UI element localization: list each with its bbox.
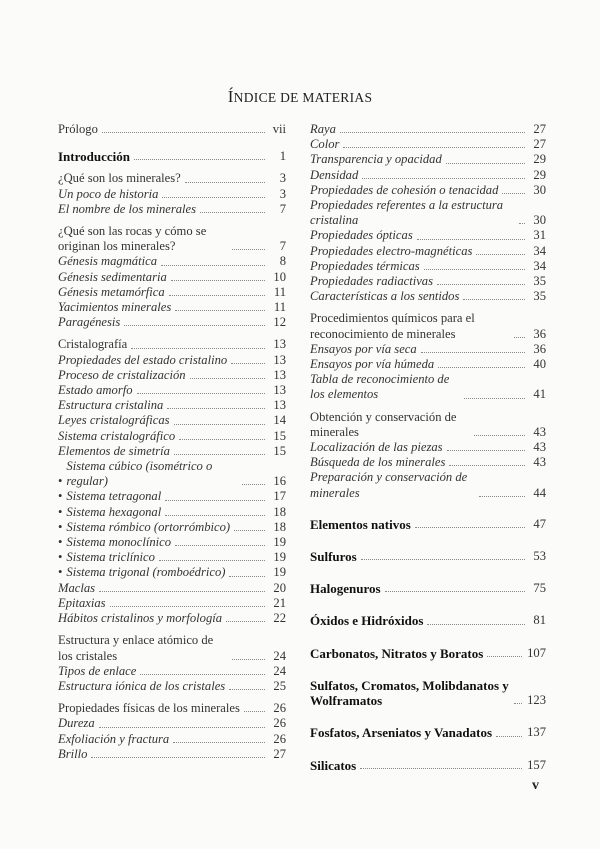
dot-leader — [474, 435, 525, 436]
toc-entry-title: Halogenuros — [310, 581, 381, 597]
toc-entry-page: 27 — [533, 137, 546, 152]
dot-leader — [487, 656, 522, 657]
dot-leader — [229, 576, 265, 577]
toc-entry-title: Propiedades del estado cristalino — [58, 352, 228, 367]
toc-entry-title: Localización de las piezas — [310, 440, 443, 455]
toc-entry-title: Sistema cúbico (isométrico o regular) — [66, 459, 213, 489]
toc-entry-page: 7 — [279, 239, 286, 254]
dot-leader — [463, 299, 525, 300]
page-number: v — [532, 778, 539, 793]
toc-entry[interactable] — [58, 202, 286, 217]
toc-entry-title: Características a los sentidos — [310, 289, 460, 304]
toc-entry-page: 43 — [533, 455, 546, 470]
toc-entry-title: Dureza — [58, 716, 95, 731]
toc-entry-title: Estructura y enlace atómico de los cristales — [58, 633, 214, 663]
toc-entry-page: 29 — [533, 152, 546, 167]
toc-subentry[interactable] — [58, 550, 286, 565]
dot-leader — [124, 325, 265, 326]
toc-entry[interactable] — [58, 315, 286, 330]
toc-entry[interactable] — [310, 244, 546, 259]
toc-subentry[interactable] — [58, 505, 286, 520]
dot-leader — [360, 768, 522, 769]
toc-entry-page: 44 — [533, 485, 546, 500]
toc-entry-page: 13 — [273, 367, 286, 382]
toc-entry-title: ¿Qué son las rocas y cómo se originan los minerales? — [58, 224, 207, 254]
toc-entry-title: Tabla de reconocimiento de los elementos — [310, 372, 450, 402]
dot-leader — [167, 408, 265, 409]
toc-entry-page: 34 — [533, 243, 546, 258]
toc-entry-title: Fosfatos, Arseniatos y Vanadatos — [310, 725, 493, 741]
toc-entry-page: vii — [272, 122, 286, 136]
toc-entry-page: 16 — [273, 474, 286, 489]
toc-entry-title: Óxidos e Hidróxidos — [310, 613, 424, 629]
toc-entry-page: 3 — [279, 186, 286, 201]
dot-leader — [169, 295, 265, 296]
toc-entry-title: Color — [310, 137, 340, 152]
toc-entry[interactable] — [58, 224, 286, 254]
toc-entry-title: Propiedades electro-magnéticas — [310, 243, 473, 258]
toc-entry[interactable] — [310, 311, 546, 341]
toc-subentry[interactable] — [58, 520, 286, 535]
toc-entry-title: Sistema tetragonal — [66, 489, 162, 504]
toc-entry[interactable] — [58, 368, 286, 383]
dot-leader — [102, 132, 265, 133]
dot-leader — [514, 337, 525, 338]
toc-entry-page: 13 — [273, 352, 286, 367]
dot-leader — [185, 182, 265, 183]
toc-entry-title: Elementos de simetría — [58, 443, 170, 458]
dot-leader — [447, 450, 525, 451]
toc-entry-page: 26 — [273, 731, 286, 746]
toc-entry-page: 22 — [273, 611, 286, 626]
toc-entry-title: Epitaxias — [58, 595, 106, 610]
toc-entry[interactable] — [310, 470, 546, 500]
dot-leader — [162, 197, 265, 198]
toc-entry-page: 157 — [527, 757, 546, 772]
toc-entry-page: 27 — [533, 122, 546, 136]
toc-entry[interactable] — [310, 410, 546, 440]
toc-entry-page: 24 — [273, 648, 286, 663]
toc-entry-title: Estructura iónica de los cristales — [58, 678, 226, 693]
toc-chapter[interactable] — [310, 646, 546, 661]
dot-leader — [226, 621, 265, 622]
toc-entry-page: 19 — [273, 550, 286, 565]
toc-entry[interactable] — [310, 342, 546, 357]
dot-leader — [232, 659, 265, 660]
toc-entry-page: 43 — [533, 424, 546, 439]
toc-entry-page: 81 — [533, 613, 546, 628]
dot-leader — [99, 591, 265, 592]
toc-subentry[interactable] — [58, 489, 286, 504]
toc-entry-title: Estado amorfo — [58, 383, 133, 398]
dot-leader — [231, 363, 265, 364]
toc-entry-page: 26 — [273, 701, 286, 716]
toc-entry-title: Génesis metamórfica — [58, 284, 165, 299]
dot-leader — [234, 530, 265, 531]
toc-entry[interactable] — [310, 259, 546, 274]
toc-entry-title: Preparación y conservación de minerales — [310, 470, 468, 500]
toc-entry-title: Procedimientos químicos para el reconocimiento de minerales — [310, 311, 475, 341]
toc-entry-title: Sistema trigonal (romboédrico) — [66, 565, 226, 580]
toc-entry[interactable] — [58, 270, 286, 285]
page-title — [0, 87, 600, 107]
toc-entry-title: Sistema triclínico — [66, 550, 155, 565]
toc-entry[interactable] — [58, 285, 286, 300]
toc-chapter[interactable] — [310, 758, 546, 773]
toc-entry[interactable] — [58, 413, 286, 428]
dot-leader — [159, 560, 265, 561]
toc-entry-page: 24 — [273, 663, 286, 678]
toc-entry-title: Carbonatos, Nitratos y Boratos — [310, 645, 484, 661]
toc-entry-page: 41 — [533, 387, 546, 402]
toc-entry-page: 13 — [273, 398, 286, 413]
toc-entry-title: Un poco de historia — [58, 186, 159, 201]
toc-entry-page: 18 — [273, 519, 286, 534]
toc-entry-title: Propiedades térmicas — [310, 258, 420, 273]
toc-entry[interactable] — [58, 254, 286, 269]
toc-entry-title: Elementos nativos — [310, 516, 411, 532]
toc-chapter[interactable] — [310, 613, 546, 628]
toc-entry-page: 26 — [273, 716, 286, 731]
toc-entry[interactable] — [58, 747, 286, 762]
toc-entry-page: 7 — [279, 201, 286, 216]
toc-entry-title: Raya — [310, 122, 336, 136]
toc-chapter[interactable] — [310, 517, 546, 532]
toc-entry-title: Propiedades radiactivas — [310, 274, 434, 289]
toc-entry-page: 47 — [533, 516, 546, 531]
toc-entry[interactable] — [310, 168, 546, 183]
toc-entry-page: 11 — [273, 284, 286, 299]
toc-entry-page: 20 — [273, 580, 286, 595]
toc-entry-page: 1 — [279, 149, 286, 164]
toc-entry-page: 35 — [533, 289, 546, 304]
dot-leader — [446, 163, 525, 164]
toc-entry[interactable] — [58, 300, 286, 315]
dot-leader — [415, 527, 525, 528]
toc-entry-title: Densidad — [310, 167, 359, 182]
toc-entry-title: Prólogo — [58, 122, 98, 136]
toc-entry-page: 3 — [279, 171, 286, 186]
toc-entry-title: Propiedades físicas de los minerales — [58, 701, 240, 716]
dot-leader — [479, 496, 525, 497]
bullet-icon: • — [58, 550, 63, 565]
toc-entry-title: Cristalografía — [58, 337, 128, 352]
toc-entry-page: 11 — [273, 300, 286, 315]
toc-entry-page: 25 — [273, 678, 286, 693]
toc-entry-title: Leyes cristalográficas — [58, 413, 170, 428]
toc-entry-page: 17 — [273, 489, 286, 504]
toc-entry[interactable] — [58, 633, 286, 663]
dot-leader — [437, 284, 525, 285]
toc-entry-title: Ensayos por vía húmeda — [310, 357, 435, 372]
toc-entry-page: 21 — [273, 595, 286, 610]
toc-chapter[interactable] — [58, 149, 286, 164]
dot-leader — [110, 606, 265, 607]
toc-entry[interactable] — [58, 732, 286, 747]
toc-entry[interactable] — [58, 716, 286, 731]
dot-leader — [385, 591, 525, 592]
toc-entry-title: Sistema monoclínico — [66, 535, 172, 550]
dot-leader — [161, 265, 265, 266]
dot-leader — [99, 727, 265, 728]
toc-subentry[interactable] — [58, 459, 286, 489]
dot-leader — [171, 280, 265, 281]
toc-chapter[interactable] — [310, 678, 546, 708]
toc-entry-page: 36 — [533, 326, 546, 341]
toc-entry-page: 19 — [273, 565, 286, 580]
toc-entry[interactable] — [310, 228, 546, 243]
dot-leader — [140, 674, 265, 675]
dot-leader — [362, 178, 525, 179]
toc-entry-title: Sistema rómbico (ortorrómbico) — [66, 519, 231, 534]
bullet-icon: • — [58, 489, 63, 504]
toc-entry[interactable] — [58, 398, 286, 413]
toc-entry-title: Silicatos — [310, 757, 357, 773]
toc-entry-page: 43 — [533, 440, 546, 455]
toc-subentry[interactable] — [58, 565, 286, 580]
dot-leader — [519, 223, 525, 224]
toc-entry[interactable] — [58, 383, 286, 398]
toc-entry-title: Sistema hexagonal — [66, 504, 162, 519]
toc-entry-title: Búsqueda de los minerales — [310, 455, 446, 470]
toc-entry[interactable] — [310, 289, 546, 304]
toc-entry-title: Estructura cristalina — [58, 398, 164, 413]
toc-entry-title: Sulfuros — [310, 549, 357, 565]
dot-leader — [229, 689, 265, 690]
toc-entry-page: 123 — [527, 693, 546, 708]
toc-entry-title: Ensayos por vía seca — [310, 341, 417, 356]
toc-entry-page: 31 — [533, 228, 546, 243]
dot-leader — [175, 310, 265, 311]
toc-chapter[interactable] — [310, 581, 546, 596]
toc-entry-title: Transparencia y opacidad — [310, 152, 442, 167]
toc-entry[interactable] — [310, 455, 546, 470]
toc-entry-page: 13 — [273, 337, 286, 352]
toc-entry[interactable] — [310, 274, 546, 289]
dot-leader — [421, 352, 525, 353]
toc-entry-title: Tipos de enlace — [58, 663, 137, 678]
toc-entry[interactable] — [310, 152, 546, 167]
toc-entry-page: 35 — [533, 274, 546, 289]
toc-entry-title: Maclas — [58, 580, 96, 595]
toc-entry[interactable] — [310, 122, 546, 137]
toc-entry-page: 36 — [533, 341, 546, 356]
toc-entry[interactable] — [58, 596, 286, 611]
dot-leader — [244, 711, 265, 712]
bullet-icon: • — [58, 474, 63, 489]
toc-entry-page: 107 — [527, 645, 546, 660]
toc-entry[interactable] — [310, 357, 546, 372]
dot-leader — [174, 454, 265, 455]
dot-leader — [232, 249, 265, 250]
toc-entry-page: 137 — [527, 725, 546, 740]
toc-entry[interactable] — [58, 353, 286, 368]
toc-entry-title: Introducción — [58, 149, 130, 165]
dot-leader — [137, 393, 265, 394]
toc-entry-page: 10 — [273, 269, 286, 284]
toc-entry-page: 13 — [273, 383, 286, 398]
dot-leader — [361, 559, 525, 560]
toc-entry-page: 34 — [533, 258, 546, 273]
dot-leader — [242, 484, 265, 485]
toc-left-column — [58, 122, 286, 762]
toc-entry[interactable] — [310, 198, 546, 228]
toc-entry-title: El nombre de los minerales — [58, 201, 197, 216]
dot-leader — [131, 348, 265, 349]
toc-entry-page: 29 — [533, 167, 546, 182]
toc-entry[interactable] — [310, 440, 546, 455]
toc-entry-title: Obtención y conservación de minerales — [310, 409, 457, 439]
toc-entry-title: Propiedades referentes a la estructura cristalina — [310, 198, 504, 228]
toc-entry-title: Brillo — [58, 746, 88, 761]
dot-leader — [134, 159, 265, 160]
toc-entry-title: Sulfatos, Cromatos, Molibdanatos y Wolframatos — [310, 677, 509, 709]
toc-entry-page: 8 — [279, 254, 286, 269]
dot-leader — [340, 132, 525, 133]
toc-entry[interactable] — [58, 679, 286, 694]
toc-entry-title: Proceso de cristalización — [58, 367, 186, 382]
bullet-icon: • — [58, 565, 63, 580]
toc-chapter[interactable] — [310, 549, 546, 564]
toc-entry[interactable] — [58, 122, 286, 137]
dot-leader — [165, 500, 265, 501]
toc-entry-title: Génesis magmática — [58, 254, 157, 269]
dot-leader — [343, 147, 525, 148]
dot-leader — [200, 212, 265, 213]
toc-entry-title: Yacimientos minerales — [58, 300, 172, 315]
toc-entry[interactable] — [58, 429, 286, 444]
toc-entry-page: 15 — [273, 428, 286, 443]
toc-entry-page: 53 — [533, 549, 546, 564]
toc-entry[interactable] — [58, 171, 286, 186]
toc-entry[interactable] — [58, 701, 286, 716]
toc-entry-title: Paragénesis — [58, 315, 121, 330]
toc-right-column — [310, 122, 546, 773]
dot-leader — [174, 424, 265, 425]
bullet-icon: • — [58, 535, 63, 550]
dot-leader — [424, 269, 525, 270]
toc-entry-title: Propiedades ópticas — [310, 228, 413, 243]
toc-entry-page: 40 — [533, 357, 546, 372]
toc-subentry[interactable] — [58, 535, 286, 550]
title-initial: Í — [227, 87, 234, 106]
toc-entry-page: 15 — [273, 443, 286, 458]
toc-entry-title: Propiedades de cohesión o tenacidad — [310, 182, 499, 197]
bullet-icon: • — [58, 504, 63, 519]
dot-leader — [427, 624, 525, 625]
toc-chapter[interactable] — [310, 725, 546, 740]
toc-entry-page: 14 — [273, 413, 286, 428]
toc-entry-page: 18 — [273, 504, 286, 519]
toc-entry-page: 19 — [273, 535, 286, 550]
toc-entry[interactable] — [310, 372, 546, 402]
toc-entry-page: 75 — [533, 581, 546, 596]
toc-entry-title: Génesis sedimentaria — [58, 269, 167, 284]
dot-leader — [502, 193, 525, 194]
toc-entry[interactable] — [310, 137, 546, 152]
dot-leader — [496, 736, 522, 737]
bullet-icon: • — [58, 519, 63, 534]
dot-leader — [438, 367, 525, 368]
dot-leader — [417, 239, 525, 240]
toc-entry-title: Exfoliación y fractura — [58, 731, 170, 746]
toc-entry[interactable] — [58, 581, 286, 596]
dot-leader — [449, 465, 525, 466]
title-rest: NDICE DE MATERIAS — [233, 90, 373, 105]
dot-leader — [190, 378, 265, 379]
toc-entry[interactable] — [58, 611, 286, 626]
toc-entry-page: 27 — [273, 746, 286, 761]
toc-entry[interactable] — [58, 187, 286, 202]
toc-entry[interactable] — [58, 444, 286, 459]
toc-entry[interactable] — [58, 337, 286, 352]
dot-leader — [476, 254, 525, 255]
dot-leader — [464, 398, 525, 399]
toc-entry[interactable] — [58, 664, 286, 679]
toc-entry-page: 30 — [533, 213, 546, 228]
dot-leader — [514, 703, 522, 704]
dot-leader — [165, 515, 265, 516]
dot-leader — [173, 742, 265, 743]
dot-leader — [179, 439, 265, 440]
dot-leader — [91, 757, 265, 758]
toc-entry-title: ¿Qué son los minerales? — [58, 171, 181, 186]
toc-entry[interactable] — [310, 183, 546, 198]
dot-leader — [175, 545, 265, 546]
toc-entry-title: Sistema cristalográfico — [58, 428, 176, 443]
toc-entry-title: Hábitos cristalinos y morfología — [58, 611, 223, 626]
toc-entry-page: 12 — [273, 315, 286, 330]
toc-entry-page: 30 — [533, 182, 546, 197]
